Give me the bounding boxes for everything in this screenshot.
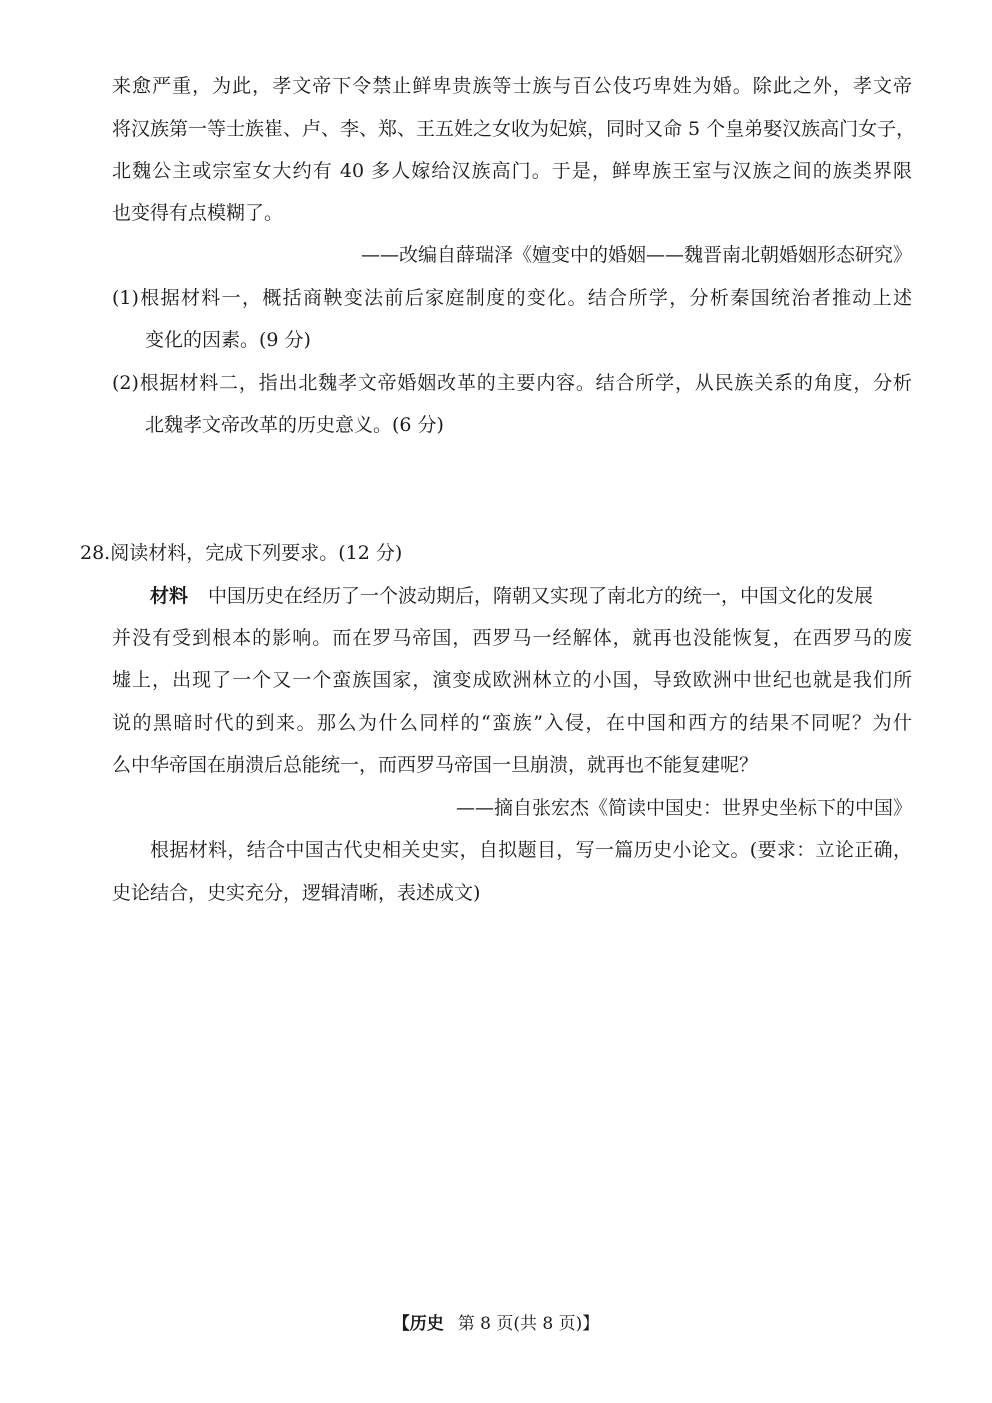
page-footer xyxy=(0,1312,992,1336)
material2-source: ——改编自薛瑞泽《嬗变中的婚姻——魏晋南北朝婚姻形态研究》 xyxy=(360,244,912,266)
material-line-1-text: 中国历史在经历了一个波动期后，隋朝又实现了南北方的统一，中国文化的发展 xyxy=(208,585,874,607)
material-label: 材料 xyxy=(150,585,189,607)
q28-source: ——摘自张宏杰《简读中国史：世界史坐标下的中国》 xyxy=(455,797,912,819)
q28-material-line-5: 么中华帝国在崩溃后总能统一，而西罗马帝国一旦崩溃，就再也不能复建呢？ xyxy=(112,754,759,776)
q28-task-line-2: 史论结合，史实充分，逻辑清晰，表述成文) xyxy=(112,882,481,904)
material2-line-3: 北魏公主或宗室女大约有 40 多人嫁给汉族高门。于是，鲜卑族王室与汉族之间的族类界限 xyxy=(112,160,912,182)
q27-2-line-2: 北魏孝文帝改革的历史意义。(6 分) xyxy=(145,414,444,436)
q28-material-line-1 xyxy=(150,583,912,609)
q28-material-line-3: 墟上，出现了一个又一个蛮族国家，演变成欧洲林立的小国，导致欧洲中世纪也就是我们所 xyxy=(112,669,912,691)
q27-1-line-1: (1)根据材料一，概括商鞅变法前后家庭制度的变化。结合所学，分析秦国统治者推动上述 xyxy=(112,287,912,309)
material2-line-1: 来愈严重，为此，孝文帝下令禁止鲜卑贵族等士族与百公伎巧卑姓为婚。除此之外，孝文帝 xyxy=(112,75,912,97)
material2-line-4: 也变得有点模糊了。 xyxy=(112,202,284,224)
q27-2-line-1: (2)根据材料二，指出北魏孝文帝婚姻改革的主要内容。结合所学，从民族关系的角度，分析 xyxy=(112,372,912,394)
q28-task-line-1: 根据材料，结合中国古代史相关史实，自拟题目，写一篇历史小论文。(要求：立论正确， xyxy=(150,839,912,861)
q28-material-line-4: 说的黑暗时代的到来。那么为什么同样的“蛮族”入侵，在中国和西方的结果不同呢？为什 xyxy=(112,712,912,734)
q28-material-line-2: 并没有受到根本的影响。而在罗马帝国，西罗马一经解体，就再也没能恢复，在西罗马的废 xyxy=(112,627,912,649)
footer-page-number: 第 8 页(共 8 页)】 xyxy=(457,1314,600,1334)
material2-line-2: 将汉族第一等士族崔、卢、李、郑、王五姓之女收为妃嫔，同时又命 5 个皇弟娶汉族高门女子， xyxy=(112,118,916,140)
q28-header: 28.阅读材料，完成下列要求。(12 分) xyxy=(80,542,403,564)
q27-1-line-2: 变化的因素。(9 分) xyxy=(145,329,311,351)
footer-subject: 【历史 xyxy=(392,1314,444,1334)
